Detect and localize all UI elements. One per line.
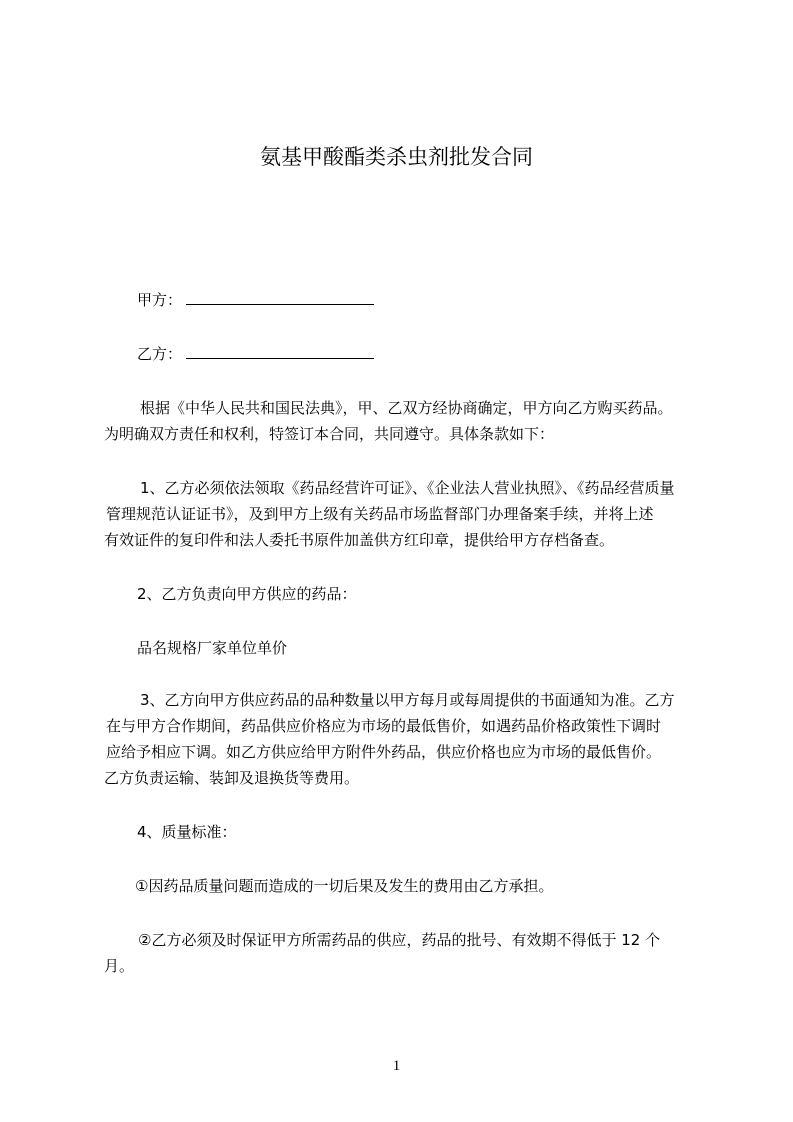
preamble-line-2: 为明确双方责任和权利，特签订本合同，共同遵守。具体条款如下： [104,425,555,443]
quality-item-1: ①因药品质量问题而造成的一切后果及发生的费用由乙方承担。 [135,877,554,895]
preamble-line-1: 根据《中华人民共和国民法典》，甲、乙双方经协商确定，甲方向乙方购买药品。 [140,399,673,417]
clause3-line-1: 3、乙方向甲方供应药品的品种数量以甲方每月或每周提供的书面通知为准。乙方 [140,691,675,709]
document-title: 氨基甲酸酯类杀虫剂批发合同 [260,145,533,169]
party-a-line [137,290,374,310]
clause3-line-4: 乙方负责运输、装卸及退换货等费用。 [104,769,360,787]
party-a-blank-field[interactable] [186,292,374,305]
clause1-line-2: 管理规范认证证书》，及到甲方上级有关药品市场监督部门办理备案手续，并将上述 [106,505,654,523]
party-b-line [137,344,374,364]
clause3-line-3: 应给予相应下调。如乙方供应给甲方附件外药品，供应价格也应为市场的最低售价。 [106,743,662,761]
quality-item-2-line-1: ②乙方必须及时保证甲方所需药品的供应，药品的批号、有效期不得低于 12 个 [138,931,661,949]
clause1-line-3: 有效证件的复印件和法人委托书原件加盖供方红印章，提供给甲方存档备查。 [104,531,615,549]
party-b-blank-field[interactable] [186,346,374,359]
product-table-header: 品名规格厂家单位单价 [137,639,288,657]
clause2: 2、乙方负责向甲方供应的药品： [137,585,357,603]
quality-item-2-line-2: 月。 [104,957,135,975]
clause3-line-2: 在与甲方合作期间，药品供应价格应为市场的最低售价，如遇药品价格政策性下调时 [106,717,662,735]
party-a-label: 甲方： [137,291,183,309]
clause1-line-1: 1、乙方必须依法领取《药品经营许可证》、《企业法人营业执照》、《药品经营质量 [140,479,675,497]
party-b-label: 乙方： [137,345,183,363]
page-number: 1 [392,1058,401,1074]
clause4: 4、质量标准： [137,823,237,841]
